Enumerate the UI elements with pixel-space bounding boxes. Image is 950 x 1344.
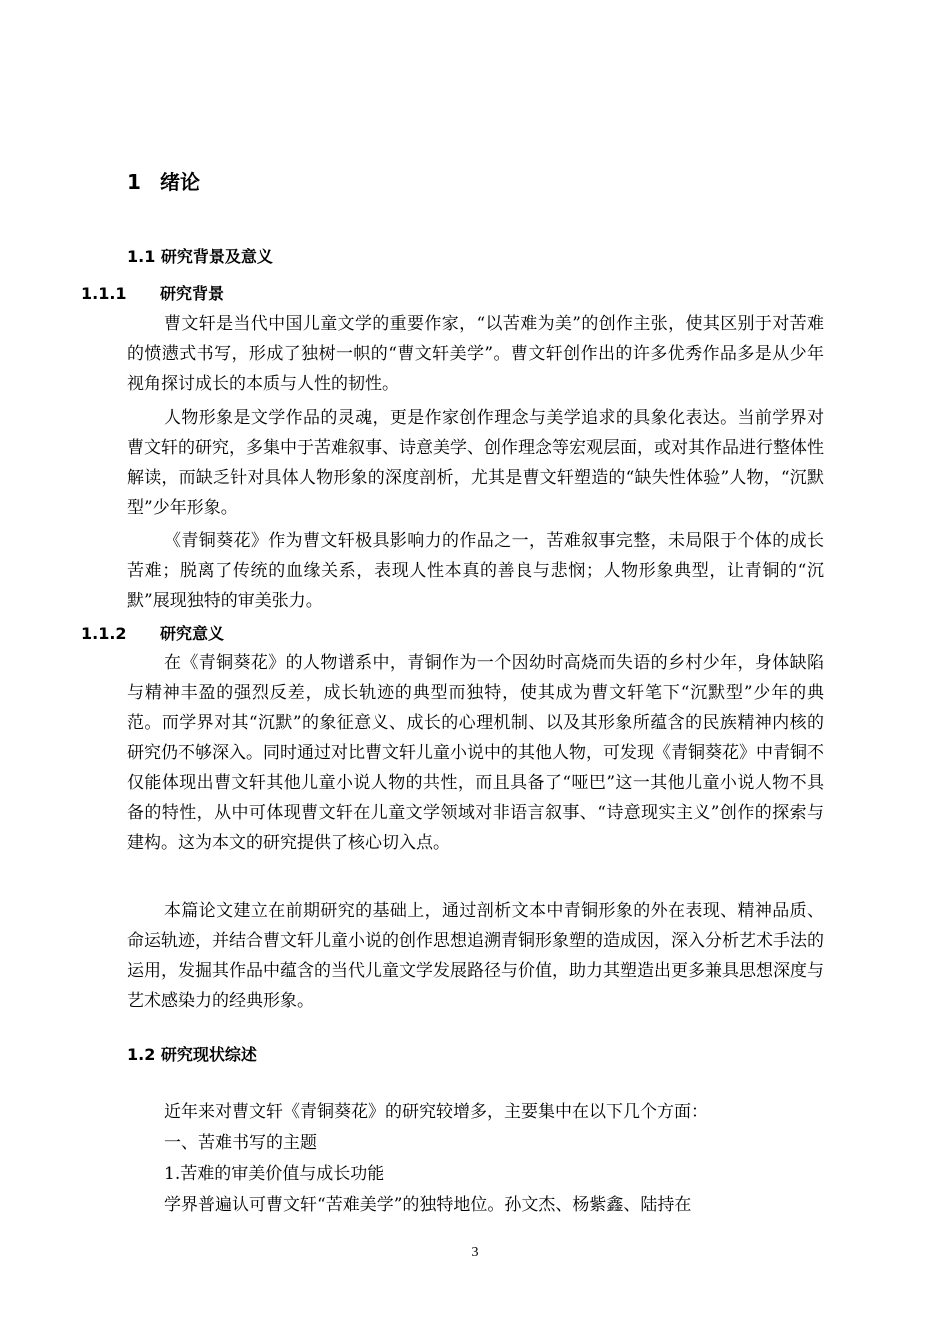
review-intro-line: 近年来对曹文轩《青铜葵花》的研究较增多，主要集中在以下几个方面： (164, 1102, 708, 1122)
subsection-heading-1-1-1 (81, 282, 224, 306)
chapter-title: 绪论 (160, 170, 200, 194)
chapter-heading (127, 167, 200, 197)
section-heading-1-1: 1.1 研究背景及意义 (127, 247, 273, 266)
review-text-line: 学界普遍认可曹文轩“苦难美学”的独特地位。孙文杰、杨紫鑫、陆持在 (164, 1195, 692, 1215)
subsection-title: 研究意义 (160, 624, 225, 643)
paragraph-significance-1: 在《青铜葵花》的人物谱系中，青铜作为一个因幼时高烧而失语的乡村少年，身体缺陷与精神丰盈的强烈反差，成长轨迹的典型而独特，使其成为曹文轩笔下“沉默型”少年的典范。而学界对其“沉默”的象征意义、成长的心理机制、以及其形象所蕴含的民族精神内核的研究仍不够深入。同时通过对比曹文轩儿童小说中的其他人物，可发现《青铜葵花》中青铜不仅能体现出曹文轩其他儿童小说人物的共性，而且具备了“哑巴”这一其他儿童小说人物不具备的特性，从中可体现曹文轩在儿童文学领域对非语言叙事、“诗意现实主义”创作的探索与建构。这为本文的研究提供了核心切入点。 (127, 653, 824, 853)
subsection-heading-1-1-2 (81, 622, 224, 646)
review-item-heading: 一、苦难书写的主题 (164, 1133, 317, 1153)
section-heading-1-2: 1.2 研究现状综述 (127, 1045, 257, 1064)
subsection-title: 研究背景 (160, 284, 225, 303)
paragraph-background-2: 人物形象是文学作品的灵魂，更是作家创作理念与美学追求的具象化表达。当前学界对曹文轩的研究，多集中于苦难叙事、诗意美学、创作理念等宏观层面，或对其作品进行整体性解读，而缺乏针对具体人物形象的深度剖析，尤其是曹文轩塑造的“缺失性体验”人物，“沉默型”少年形象。 (127, 408, 824, 518)
page-number: 3 (471, 1245, 479, 1260)
paragraph-background-1: 曹文轩是当代中国儿童文学的重要作家，“以苦难为美”的创作主张，使其区别于对苦难的愤懑式书写，形成了独树一帜的“曹文轩美学”。曹文轩创作出的许多优秀作品多是从少年视角探讨成长的本质与人性的韧性。 (127, 314, 824, 394)
review-subitem-heading: 1.苦难的审美价值与成长功能 (164, 1164, 385, 1184)
subsection-number: 1.1.1 (81, 284, 127, 303)
paragraph-significance-2: 本篇论文建立在前期研究的基础上，通过剖析文本中青铜形象的外在表现、精神品质、命运轨迹，并结合曹文轩儿童小说的创作思想追溯青铜形象塑的造成因，深入分析艺术手法的运用，发掘其作品中蕴含的当代儿童文学发展路径与价值，助力其塑造出更多兼具思想深度与艺术感染力的经典形象。 (127, 901, 824, 1011)
paragraph-background-3: 《青铜葵花》作为曹文轩极具影响力的作品之一，苦难叙事完整，未局限于个体的成长苦难；脱离了传统的血缘关系，表现人性本真的善良与悲悯；人物形象典型，让青铜的“沉默”展现独特的审美张力。 (127, 531, 824, 611)
subsection-number: 1.1.2 (81, 624, 127, 643)
chapter-number: 1 (127, 170, 141, 194)
